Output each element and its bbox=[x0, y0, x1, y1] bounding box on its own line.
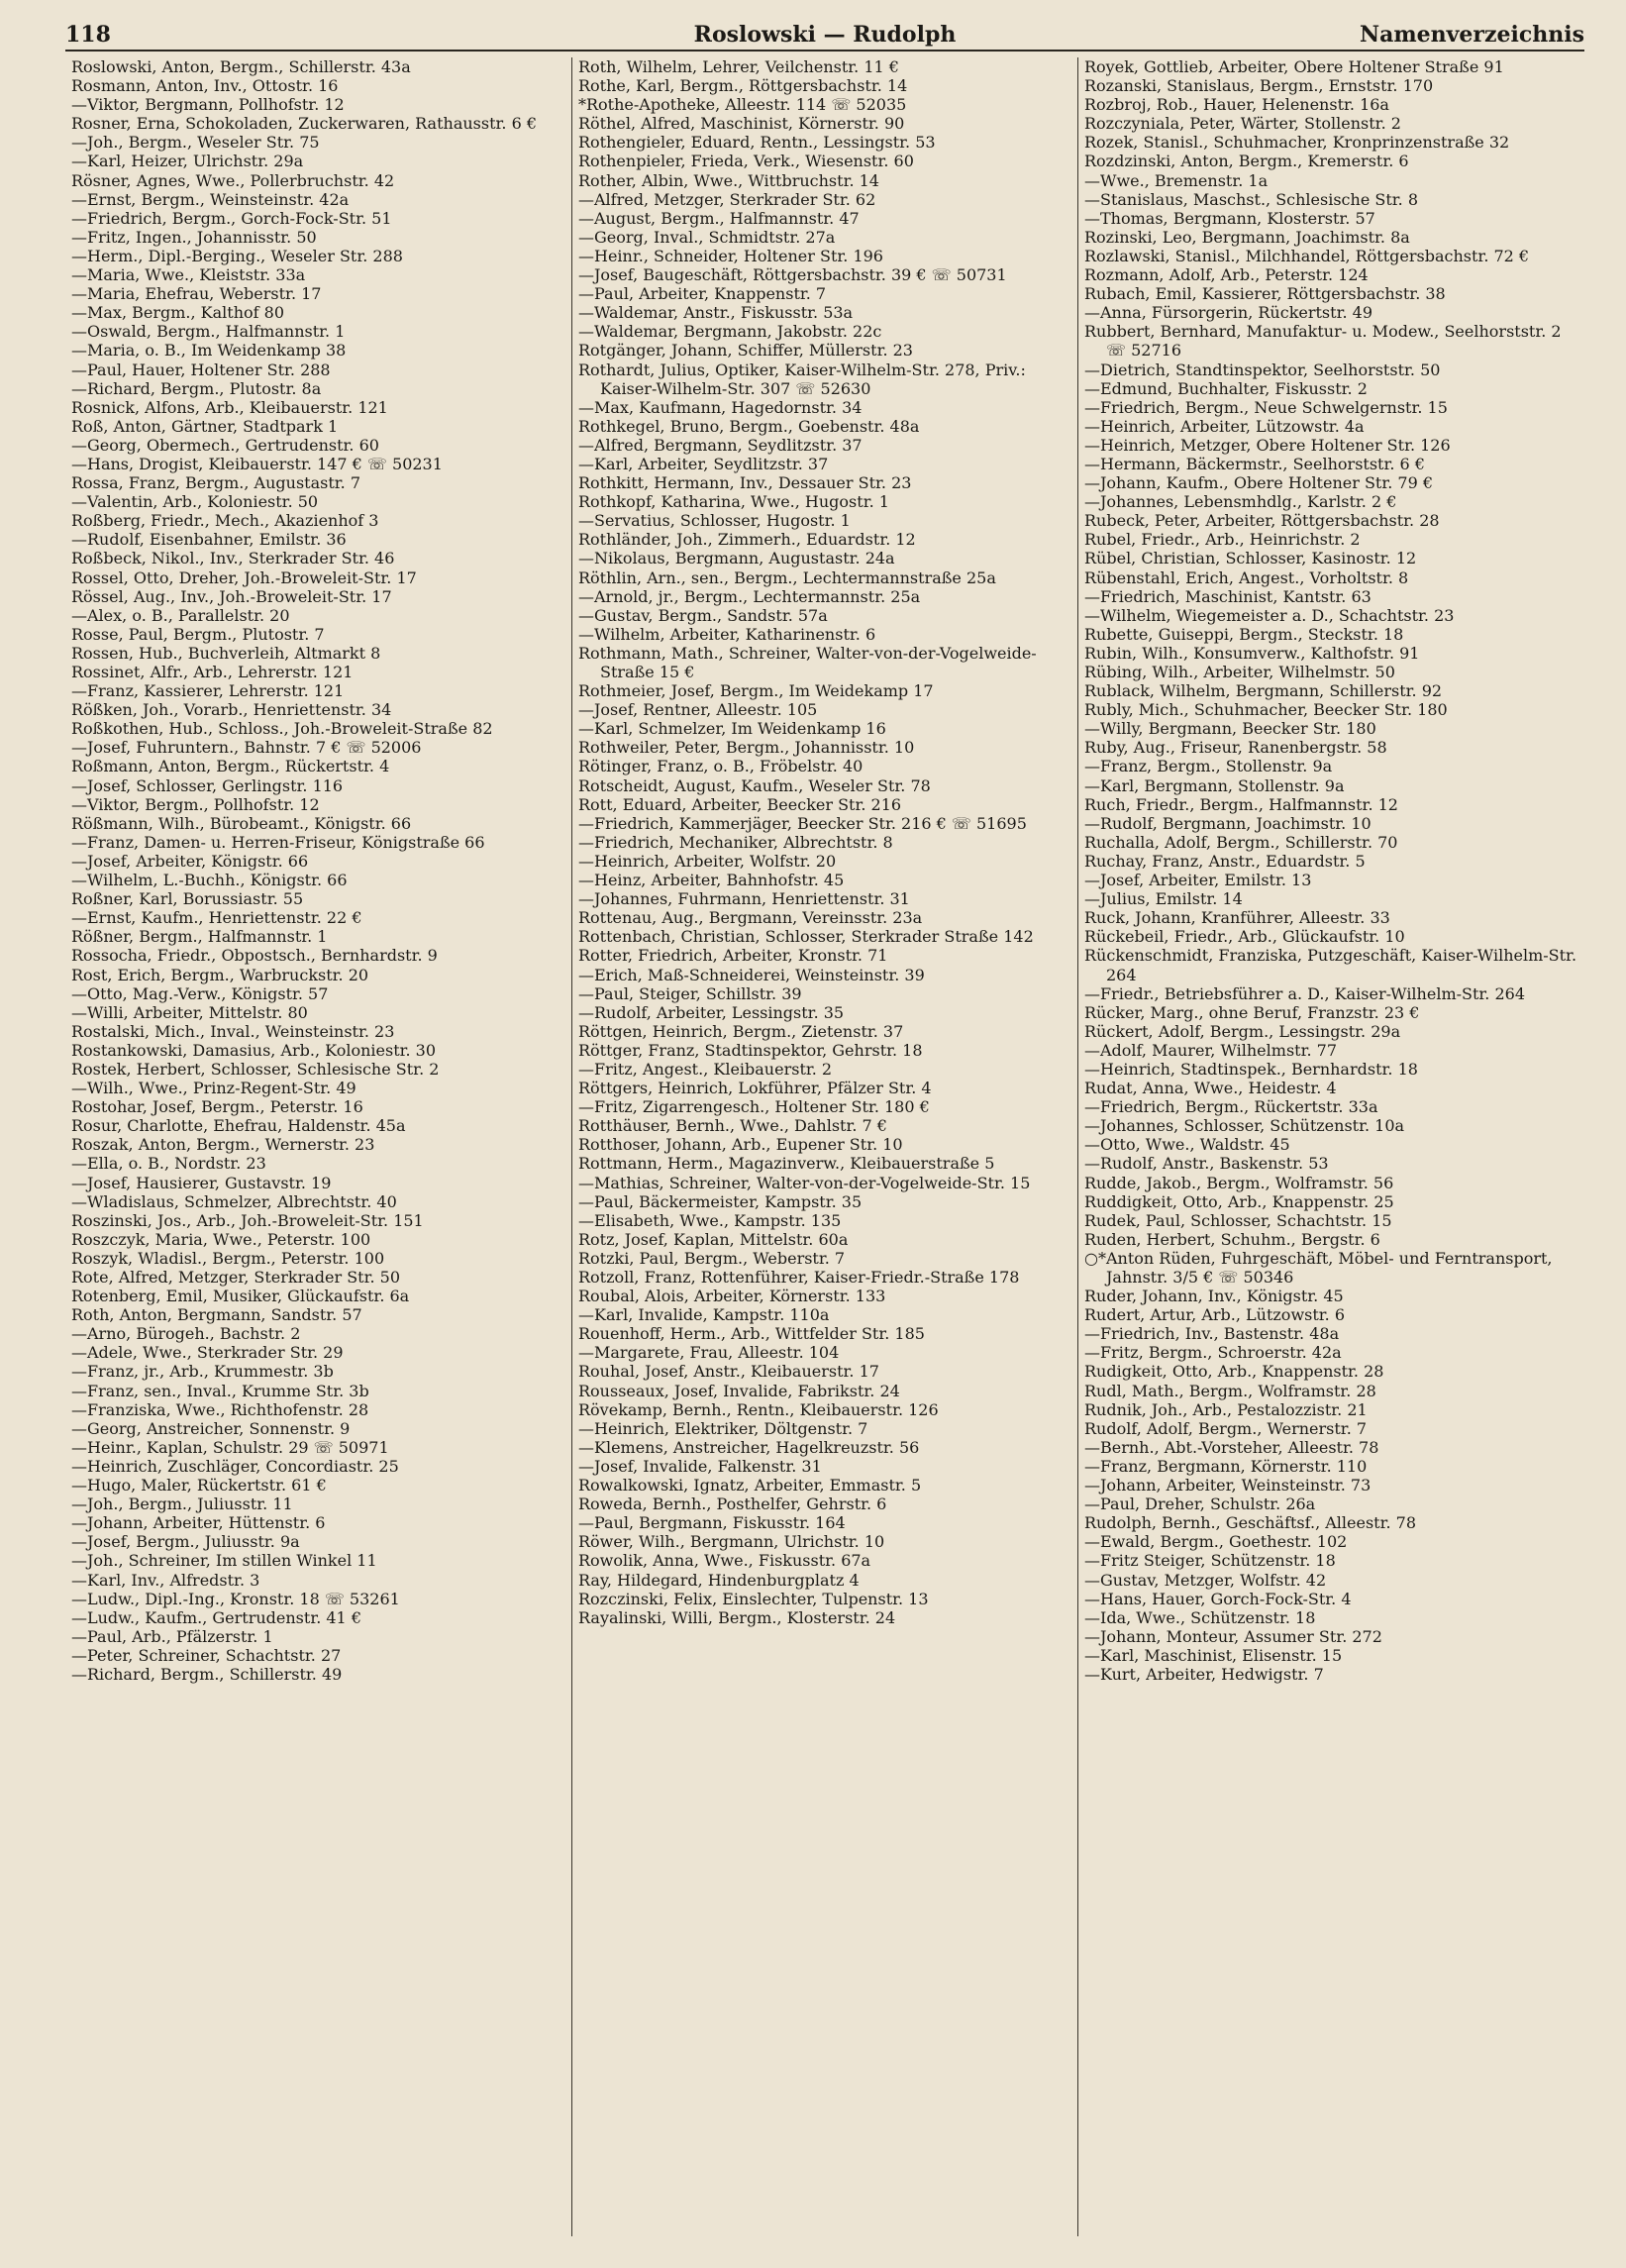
directory-entry: Rosnick, Alfons, Arb., Kleibauerstr. 121 bbox=[71, 397, 388, 417]
directory-entry: Rudolph, Bernh., Geschäftsf., Alleestr. 78 bbox=[1084, 1513, 1417, 1533]
directory-entry: —Johann, Arbeiter, Weinsteinstr. 73 bbox=[1084, 1476, 1372, 1495]
directory-entry: —Willi, Arbeiter, Mittelstr. 80 bbox=[71, 1002, 308, 1022]
directory-entry: Roß, Anton, Gärtner, Stadtpark 1 bbox=[71, 416, 339, 436]
directory-entry: —Gustav, Bergm., Sandstr. 57a bbox=[578, 605, 828, 625]
directory-entry: —Otto, Mag.-Verw., Königstr. 57 bbox=[71, 983, 329, 1003]
directory-entry: —Max, Bergm., Kalthof 80 bbox=[71, 303, 285, 323]
directory-entry: —Johann, Monteur, Assumer Str. 272 bbox=[1084, 1626, 1382, 1646]
directory-entry: Rothkitt, Hermann, Inv., Dessauer Str. 23 bbox=[578, 473, 912, 493]
directory-entry: —Hans, Hauer, Gorch-Fock-Str. 4 bbox=[1084, 1589, 1352, 1608]
directory-entry: Rubette, Guiseppi, Bergm., Steckstr. 18 bbox=[1084, 624, 1404, 644]
directory-entry: —Johannes, Fuhrmann, Henriettenstr. 31 bbox=[578, 889, 910, 909]
directory-entry: Rozczyniala, Peter, Wärter, Stollenstr. 2 bbox=[1084, 114, 1401, 134]
directory-entry: Roßberg, Friedr., Mech., Akazienhof 3 bbox=[71, 511, 379, 531]
directory-entry: Rozinski, Leo, Bergmann, Joachimstr. 8a bbox=[1084, 227, 1410, 247]
directory-entry: Rostohar, Josef, Bergm., Peterstr. 16 bbox=[71, 1097, 363, 1117]
directory-entry: Rubel, Friedr., Arb., Heinrichstr. 2 bbox=[1084, 530, 1361, 550]
directory-entry: Rotthäuser, Bernh., Wwe., Dahlstr. 7 € bbox=[578, 1116, 887, 1136]
directory-entry: —Mathias, Schreiner, Walter-von-der-Vogelweide-Str. 15 bbox=[578, 1173, 1031, 1192]
directory-entry: Rößmann, Wilh., Bürobeamt., Königstr. 66 bbox=[71, 813, 412, 833]
directory-entry: —Hans, Drogist, Kleibauerstr. 147 € ☏ 50231 bbox=[71, 454, 443, 473]
directory-entry: Rudl, Math., Bergm., Wolframstr. 28 bbox=[1084, 1381, 1376, 1400]
directory-entry: Rotzki, Paul, Bergm., Weberstr. 7 bbox=[578, 1248, 846, 1268]
directory-entry: Rosse, Paul, Bergm., Plutostr. 7 bbox=[71, 624, 325, 644]
directory-entry: Rostankowski, Damasius, Arb., Koloniestr. 30 bbox=[71, 1040, 437, 1060]
directory-entry: —Karl, Inv., Alfredstr. 3 bbox=[71, 1570, 260, 1590]
directory-entry: —Julius, Emilstr. 14 bbox=[1084, 889, 1243, 909]
directory-entry: —Alex, o. B., Parallelstr. 20 bbox=[71, 605, 290, 625]
directory-entry: Roweda, Bernh., Posthelfer, Gehrstr. 6 bbox=[578, 1495, 887, 1514]
directory-entry: Rossocha, Friedr., Obpostsch., Bernhardstr. 9 bbox=[71, 946, 438, 966]
directory-entry: Rotzoll, Franz, Rottenführer, Kaiser-Friedr.-Straße 178 bbox=[578, 1268, 1020, 1287]
directory-entry: —Johannes, Lebensmhdlg., Karlstr. 2 € bbox=[1084, 492, 1397, 512]
directory-entry: ○*Anton Rüden, Fuhrgeschäft, Möbel- und Ferntransport, Jahnstr. 3/5 € ☏ 50346 bbox=[1084, 1248, 1553, 1287]
directory-entry: —Paul, Arb., Pfälzerstr. 1 bbox=[71, 1626, 273, 1646]
directory-entry: Roßmann, Anton, Bergm., Rückertstr. 4 bbox=[71, 757, 390, 776]
directory-entry: —Franz, sen., Inval., Krumme Str. 3b bbox=[71, 1381, 369, 1400]
directory-entry: —Josef, Baugeschäft, Röttgersbachstr. 39 € ☏ 50731 bbox=[578, 265, 1007, 285]
directory-entry: —Hermann, Bäckermstr., Seelhorststr. 6 € bbox=[1084, 454, 1425, 473]
directory-entry: Rostalski, Mich., Inval., Weinsteinstr. 23 bbox=[71, 1021, 395, 1041]
directory-entry: —Friedrich, Inv., Bastenstr. 48a bbox=[1084, 1324, 1340, 1344]
directory-entry: Rayalinski, Willi, Bergm., Klosterstr. 24 bbox=[578, 1607, 896, 1627]
directory-entry: Ruchay, Franz, Anstr., Eduardstr. 5 bbox=[1084, 851, 1366, 871]
directory-entry: Rozek, Stanisl., Schuhmacher, Kronprinzenstraße 32 bbox=[1084, 133, 1510, 153]
directory-entry: Rothweiler, Peter, Bergm., Johannisstr. 10 bbox=[578, 738, 915, 758]
directory-entry: Rückert, Adolf, Bergm., Lessingstr. 29a bbox=[1084, 1021, 1401, 1041]
directory-entry: Royek, Gottlieb, Arbeiter, Obere Holtener Straße 91 bbox=[1084, 57, 1504, 76]
directory-entry: —Nikolaus, Bergmann, Augustastr. 24a bbox=[578, 549, 895, 568]
directory-entry: —Erich, Maß-Schneiderei, Weinsteinstr. 39 bbox=[578, 965, 925, 984]
directory-entry: Rudert, Artur, Arb., Lützowstr. 6 bbox=[1084, 1305, 1346, 1325]
directory-entry: Ruck, Johann, Kranführer, Alleestr. 33 bbox=[1084, 908, 1390, 928]
directory-entry: —Fritz, Zigarrengesch., Holtener Str. 180 € bbox=[578, 1097, 930, 1117]
directory-entry: —Josef, Hausierer, Gustavstr. 19 bbox=[71, 1173, 332, 1192]
directory-entry: Rott, Eduard, Arbeiter, Beecker Str. 216 bbox=[578, 794, 902, 814]
directory-entry: Roth, Anton, Bergmann, Sandstr. 57 bbox=[71, 1305, 362, 1325]
directory-entry: —Rudolf, Arbeiter, Lessingstr. 35 bbox=[578, 1002, 845, 1022]
directory-entry: Rosur, Charlotte, Ehefrau, Haldenstr. 45a bbox=[71, 1116, 406, 1136]
directory-entry: Rotthoser, Johann, Arb., Eupener Str. 10 bbox=[578, 1135, 903, 1155]
directory-entry: Rudigkeit, Otto, Arb., Knappenstr. 28 bbox=[1084, 1362, 1384, 1382]
directory-entry: Rottenbach, Christian, Schlosser, Sterkrader Straße 142 bbox=[578, 927, 1034, 947]
directory-entry: —Franz, Kassierer, Lehrerstr. 121 bbox=[71, 681, 345, 701]
directory-entry: Rothkopf, Katharina, Wwe., Hugostr. 1 bbox=[578, 492, 889, 512]
directory-entry: Rössel, Aug., Inv., Joh.-Broweleit-Str. 17 bbox=[71, 586, 392, 606]
directory-entry: —Karl, Schmelzer, Im Weidenkamp 16 bbox=[578, 719, 886, 739]
directory-entry: —Paul, Bergmann, Fiskusstr. 164 bbox=[578, 1513, 846, 1533]
directory-entry: Rücker, Marg., ohne Beruf, Franzstr. 23 € bbox=[1084, 1002, 1420, 1022]
directory-entry: Ruch, Friedr., Bergm., Halfmannstr. 12 bbox=[1084, 794, 1398, 814]
directory-entry: Rothkegel, Bruno, Bergm., Goebenstr. 48a bbox=[578, 416, 920, 436]
directory-entry: Rückenschmidt, Franziska, Putzgeschäft, Kaiser-Wilhelm-Str. 264 bbox=[1084, 946, 1577, 984]
directory-entry: Rubbert, Bernhard, Manufaktur- u. Modew., Seelhorststr. 2 ☏ 52716 bbox=[1084, 322, 1562, 361]
directory-entry: Rubach, Emil, Kassierer, Röttgersbachstr. 38 bbox=[1084, 284, 1446, 304]
directory-entry: Rotgänger, Johann, Schiffer, Müllerstr. 23 bbox=[578, 341, 913, 361]
directory-entry: —Heinrich, Arbeiter, Wolfstr. 20 bbox=[578, 851, 837, 871]
directory-entry: —Edmund, Buchhalter, Fiskusstr. 2 bbox=[1084, 378, 1368, 398]
directory-entry: Ruder, Johann, Inv., Königstr. 45 bbox=[1084, 1287, 1344, 1306]
directory-entry: —Karl, Arbeiter, Seydlitzstr. 37 bbox=[578, 454, 829, 473]
directory-entry: —Josef, Arbeiter, Königstr. 66 bbox=[71, 851, 309, 871]
directory-entry: —Georg, Anstreicher, Sonnenstr. 9 bbox=[71, 1418, 351, 1438]
directory-entry: —Paul, Arbeiter, Knappenstr. 7 bbox=[578, 284, 827, 304]
directory-entry: Röthlin, Arn., sen., Bergm., Lechtermannstraße 25a bbox=[578, 567, 996, 587]
directory-entry: —Johann, Arbeiter, Hüttenstr. 6 bbox=[71, 1513, 326, 1533]
directory-entry: —Arno, Bürogeh., Bachstr. 2 bbox=[71, 1324, 301, 1344]
directory-entry: Röttgers, Heinrich, Lokführer, Pfälzer Str. 4 bbox=[578, 1079, 932, 1098]
directory-entry: —Friedr., Betriebsführer a. D., Kaiser-Wilhelm-Str. 264 bbox=[1084, 983, 1526, 1003]
directory-entry: —Herm., Dipl.-Berging., Weseler Str. 288 bbox=[71, 246, 403, 265]
directory-entry: —Otto, Wwe., Waldstr. 45 bbox=[1084, 1135, 1290, 1155]
directory-entry: Rudde, Jakob., Bergm., Wolframstr. 56 bbox=[1084, 1173, 1394, 1192]
directory-entry: —Franz, Bergm., Stollenstr. 9a bbox=[1084, 757, 1333, 776]
directory-entry: —Paul, Bäckermeister, Kampstr. 35 bbox=[578, 1191, 863, 1211]
directory-entry: —Josef, Invalide, Falkenstr. 31 bbox=[578, 1456, 822, 1476]
directory-entry: Rubin, Wilh., Konsumverw., Kalthofstr. 91 bbox=[1084, 643, 1420, 663]
directory-entry: Rostek, Herbert, Schlosser, Schlesische Str. 2 bbox=[71, 1059, 440, 1079]
directory-entry: Ruby, Aug., Friseur, Ranenbergstr. 58 bbox=[1084, 738, 1387, 758]
directory-entry: —August, Bergm., Halfmannstr. 47 bbox=[578, 208, 860, 228]
directory-entry: —Peter, Schreiner, Schachtstr. 27 bbox=[71, 1645, 342, 1665]
directory-entry: —Dietrich, Standtinspektor, Seelhorststr. 50 bbox=[1084, 360, 1441, 379]
directory-entry: —Alfred, Bergmann, Seydlitzstr. 37 bbox=[578, 435, 863, 455]
directory-entry: —Rudolf, Bergmann, Joachimstr. 10 bbox=[1084, 813, 1372, 833]
directory-entry: Rößner, Bergm., Halfmannstr. 1 bbox=[71, 927, 328, 947]
directory-entry: —Franz, Damen- u. Herren-Friseur, Königstraße 66 bbox=[71, 832, 485, 852]
directory-entry: —Franziska, Wwe., Richthofenstr. 28 bbox=[71, 1399, 369, 1419]
directory-entry: —Max, Kaufmann, Hagedornstr. 34 bbox=[578, 397, 863, 417]
directory-entry: —Thomas, Bergmann, Klosterstr. 57 bbox=[1084, 208, 1375, 228]
directory-entry: Rößken, Joh., Vorarb., Henriettenstr. 34 bbox=[71, 700, 392, 720]
directory-entry: Rotscheidt, August, Kaufm., Weseler Str. 78 bbox=[578, 775, 931, 795]
directory-entry: Roubal, Alois, Arbeiter, Körnerstr. 133 bbox=[578, 1287, 886, 1306]
directory-entry: —Heinz, Arbeiter, Bahnhofstr. 45 bbox=[578, 871, 845, 890]
directory-entry: Roszak, Anton, Bergm., Wernerstr. 23 bbox=[71, 1135, 375, 1155]
directory-entry: Rosner, Erna, Schokoladen, Zuckerwaren, Rathausstr. 6 € bbox=[71, 114, 538, 134]
section-title: Namenverzeichnis bbox=[1360, 22, 1584, 48]
directory-entry: —Josef, Schlosser, Gerlingstr. 116 bbox=[71, 775, 344, 795]
column-right bbox=[1077, 57, 1583, 2236]
directory-entry: Rozbroj, Rob., Hauer, Helenenstr. 16a bbox=[1084, 95, 1389, 115]
directory-entry: Ray, Hildegard, Hindenburgplatz 4 bbox=[578, 1570, 860, 1590]
directory-entry: —Fritz, Angest., Kleibauerstr. 2 bbox=[578, 1059, 833, 1079]
directory-entry: Roßner, Karl, Borussiastr. 55 bbox=[71, 889, 304, 909]
directory-entry: Rövekamp, Bernh., Rentn., Kleibauerstr. 126 bbox=[578, 1399, 939, 1419]
directory-entry: Rothe, Karl, Bergm., Röttgersbachstr. 14 bbox=[578, 76, 908, 96]
directory-entry: —Ida, Wwe., Schützenstr. 18 bbox=[1084, 1607, 1316, 1627]
directory-entry: —Maria, Wwe., Kleiststr. 33a bbox=[71, 265, 306, 285]
directory-entry: —Joh., Bergm., Weseler Str. 75 bbox=[71, 133, 320, 153]
directory-entry: Rötinger, Franz, o. B., Fröbelstr. 40 bbox=[578, 757, 864, 776]
directory-entry: —Ernst, Kaufm., Henriettenstr. 22 € bbox=[71, 908, 362, 928]
directory-entry: —Joh., Schreiner, Im stillen Winkel 11 bbox=[71, 1551, 377, 1571]
directory-entry: —Anna, Fürsorgerin, Rückertstr. 49 bbox=[1084, 303, 1372, 323]
directory-entry: *Rothe-Apotheke, Alleestr. 114 ☏ 52035 bbox=[578, 95, 907, 115]
directory-entry: —Josef, Bergm., Juliusstr. 9a bbox=[71, 1532, 300, 1552]
directory-entry: Rübel, Christian, Schlosser, Kasinostr. 12 bbox=[1084, 549, 1417, 568]
directory-entry: Rossel, Otto, Dreher, Joh.-Broweleit-Str. 17 bbox=[71, 567, 417, 587]
directory-entry: —Rudolf, Anstr., Baskenstr. 53 bbox=[1084, 1154, 1329, 1174]
directory-entry: Rübenstahl, Erich, Angest., Vorholtstr. 8 bbox=[1084, 567, 1409, 587]
directory-entry: —Viktor, Bergmann, Pollhofstr. 12 bbox=[71, 95, 345, 115]
directory-entry: —Wilh., Wwe., Prinz-Regent-Str. 49 bbox=[71, 1079, 356, 1098]
directory-entry: Rubly, Mich., Schuhmacher, Beecker Str. 180 bbox=[1084, 700, 1448, 720]
directory-entry: —Bernh., Abt.-Vorsteher, Alleestr. 78 bbox=[1084, 1437, 1379, 1457]
directory-entry: —Willy, Bergmann, Beecker Str. 180 bbox=[1084, 719, 1376, 739]
directory-entry: —Kurt, Arbeiter, Hedwigstr. 7 bbox=[1084, 1664, 1324, 1684]
directory-entry: —Klemens, Anstreicher, Hagelkreuzstr. 56 bbox=[578, 1437, 920, 1457]
directory-entry: —Richard, Bergm., Plutostr. 8a bbox=[71, 378, 322, 398]
directory-entry: —Wwe., Bremenstr. 1a bbox=[1084, 170, 1269, 190]
directory-entry: —Valentin, Arb., Koloniestr. 50 bbox=[71, 492, 319, 512]
directory-entry: Rothmeier, Josef, Bergm., Im Weidekamp 17 bbox=[578, 681, 934, 701]
directory-entry: —Paul, Steiger, Schillstr. 39 bbox=[578, 983, 802, 1003]
directory-entry: Rowalkowski, Ignatz, Arbeiter, Emmastr. 5 bbox=[578, 1476, 922, 1495]
directory-entry: —Oswald, Bergm., Halfmannstr. 1 bbox=[71, 322, 346, 342]
directory-entry: —Wilhelm, L.-Buchh., Königstr. 66 bbox=[71, 871, 348, 890]
directory-entry: —Georg, Inval., Schmidtstr. 27a bbox=[578, 227, 836, 247]
page-title: Roslowski — Rudolph bbox=[693, 22, 957, 48]
directory-entry: —Heinr., Schneider, Holtener Str. 196 bbox=[578, 246, 883, 265]
directory-entry: —Elisabeth, Wwe., Kampstr. 135 bbox=[578, 1210, 842, 1230]
directory-entry: Rossa, Franz, Bergm., Augustastr. 7 bbox=[71, 473, 361, 493]
directory-entry: —Stanislaus, Maschst., Schlesische Str. 8 bbox=[1084, 189, 1419, 209]
directory-entry: —Franz, Bergmann, Körnerstr. 110 bbox=[1084, 1456, 1368, 1476]
directory-entry: Ruden, Herbert, Schuhm., Bergstr. 6 bbox=[1084, 1229, 1380, 1249]
directory-entry: Rothmann, Math., Schreiner, Walter-von-der-Vogelweide-Straße 15 € bbox=[578, 643, 1037, 681]
directory-entry: Röttgen, Heinrich, Bergm., Zietenstr. 37 bbox=[578, 1021, 904, 1041]
directory-entry: Rother, Albin, Wwe., Wittbruchstr. 14 bbox=[578, 170, 879, 190]
directory-entry: Rost, Erich, Bergm., Warbruckstr. 20 bbox=[71, 965, 369, 984]
directory-entry: —Richard, Bergm., Schillerstr. 49 bbox=[71, 1664, 343, 1684]
directory-entry: —Josef, Fuhruntern., Bahnstr. 7 € ☏ 52006 bbox=[71, 738, 422, 758]
directory-entry: —Heinrich, Metzger, Obere Holtener Str. 126 bbox=[1084, 435, 1451, 455]
directory-entry: Rothländer, Joh., Zimmerh., Eduardstr. 12 bbox=[578, 530, 916, 550]
directory-entry: —Friedrich, Bergm., Gorch-Fock-Str. 51 bbox=[71, 208, 392, 228]
directory-entry: —Fritz, Bergm., Schroerstr. 42a bbox=[1084, 1343, 1342, 1363]
directory-entry: —Friedrich, Bergm., Rückertstr. 33a bbox=[1084, 1097, 1378, 1117]
directory-entry: —Hugo, Maler, Rückertstr. 61 € bbox=[71, 1476, 327, 1495]
directory-entry: —Joh., Bergm., Juliusstr. 11 bbox=[71, 1495, 293, 1514]
directory-entry: Rossinet, Alfr., Arb., Lehrerstr. 121 bbox=[71, 663, 354, 681]
directory-entry: —Maria, o. B., Im Weidenkamp 38 bbox=[71, 341, 347, 361]
directory-entry: —Josef, Rentner, Alleestr. 105 bbox=[578, 700, 818, 720]
directory-entry: —Heinrich, Arbeiter, Lützowstr. 4a bbox=[1084, 416, 1365, 436]
directory-entry: Rudolf, Adolf, Bergm., Wernerstr. 7 bbox=[1084, 1418, 1368, 1438]
directory-entry: Rotter, Friedrich, Arbeiter, Kronstr. 71 bbox=[578, 946, 888, 966]
directory-entry: Rudek, Paul, Schlosser, Schachtstr. 15 bbox=[1084, 1210, 1392, 1230]
directory-entry: Ruddigkeit, Otto, Arb., Knappenstr. 25 bbox=[1084, 1191, 1394, 1211]
directory-entry: Roszinski, Jos., Arb., Joh.-Broweleit-Str. 151 bbox=[71, 1210, 424, 1230]
directory-entry: —Ewald, Bergm., Goethestr. 102 bbox=[1084, 1532, 1348, 1552]
directory-entry: Rote, Alfred, Metzger, Sterkrader Str. 50 bbox=[71, 1268, 401, 1287]
directory-entry: Rozlawski, Stanisl., Milchhandel, Röttgersbachstr. 72 € bbox=[1084, 246, 1530, 265]
directory-entry: —Georg, Obermech., Gertrudenstr. 60 bbox=[71, 435, 379, 455]
directory-entry: Rothengieler, Eduard, Rentn., Lessingstr. 53 bbox=[578, 133, 936, 153]
directory-entry: Rothenpieler, Frieda, Verk., Wiesenstr. 60 bbox=[578, 152, 914, 171]
directory-entry: Rouhal, Josef, Anstr., Kleibauerstr. 17 bbox=[578, 1362, 879, 1382]
directory-entry: Rowolik, Anna, Wwe., Fiskusstr. 67a bbox=[578, 1551, 871, 1571]
column-middle bbox=[571, 57, 1077, 2236]
directory-entry: —Ella, o. B., Nordstr. 23 bbox=[71, 1154, 266, 1174]
directory-entry: —Servatius, Schlosser, Hugostr. 1 bbox=[578, 511, 851, 531]
directory-entry: —Josef, Arbeiter, Emilstr. 13 bbox=[1084, 871, 1312, 890]
directory-entry: —Karl, Heizer, Ulrichstr. 29a bbox=[71, 152, 304, 171]
directory-entry: Rouenhoff, Herm., Arb., Wittfelder Str. 185 bbox=[578, 1324, 925, 1344]
directory-entry: Roth, Wilhelm, Lehrer, Veilchenstr. 11 € bbox=[578, 57, 899, 76]
directory-entry: —Wilhelm, Wiegemeister a. D., Schachtstr. 23 bbox=[1084, 605, 1455, 625]
directory-entry: —Margarete, Frau, Alleestr. 104 bbox=[578, 1343, 840, 1363]
directory-entry: Rotz, Josef, Kaplan, Mittelstr. 60a bbox=[578, 1229, 849, 1249]
directory-entry: —Wladislaus, Schmelzer, Albrechtstr. 40 bbox=[71, 1191, 397, 1211]
directory-entry: Rückebeil, Friedr., Arb., Glückaufstr. 10 bbox=[1084, 927, 1405, 947]
directory-entry: Roszczyk, Maria, Wwe., Peterstr. 100 bbox=[71, 1229, 371, 1249]
directory-entry: —Adele, Wwe., Sterkrader Str. 29 bbox=[71, 1343, 344, 1363]
directory-entry: Rossen, Hub., Buchverleih, Altmarkt 8 bbox=[71, 643, 381, 663]
directory-entry: —Karl, Invalide, Kampstr. 110a bbox=[578, 1305, 830, 1325]
directory-entry: —Arnold, jr., Bergm., Lechtermannstr. 25a bbox=[578, 586, 921, 606]
directory-entry: —Adolf, Maurer, Wilhelmstr. 77 bbox=[1084, 1040, 1337, 1060]
directory-entry: Röthel, Alfred, Maschinist, Körnerstr. 90 bbox=[578, 114, 905, 134]
directory-entry: Ruchalla, Adolf, Bergm., Schillerstr. 70 bbox=[1084, 832, 1398, 852]
directory-entry: Rublack, Wilhelm, Bergmann, Schillerstr. 92 bbox=[1084, 681, 1443, 701]
directory-entry: —Karl, Bergmann, Stollenstr. 9a bbox=[1084, 775, 1345, 795]
directory-entry: —Fritz Steiger, Schützenstr. 18 bbox=[1084, 1551, 1336, 1571]
directory-entry: —Heinrich, Stadtinspek., Bernhardstr. 18 bbox=[1084, 1059, 1418, 1079]
directory-entry: —Karl, Maschinist, Elisenstr. 15 bbox=[1084, 1645, 1343, 1665]
directory-entry: Rudat, Anna, Wwe., Heidestr. 4 bbox=[1084, 1079, 1337, 1098]
directory-entry: Rudnik, Joh., Arb., Pestalozzistr. 21 bbox=[1084, 1399, 1368, 1419]
directory-entry: Rosmann, Anton, Inv., Ottostr. 16 bbox=[71, 76, 339, 96]
directory-entry: —Ludw., Dipl.-Ing., Kronstr. 18 ☏ 53261 bbox=[71, 1589, 400, 1608]
column-left bbox=[65, 57, 571, 2236]
directory-entry: —Paul, Dreher, Schulstr. 26a bbox=[1084, 1495, 1316, 1514]
page-number: 118 bbox=[65, 22, 111, 48]
directory-entry: Röwer, Wilh., Bergmann, Ulrichstr. 10 bbox=[578, 1532, 885, 1552]
directory-entry: Roßbeck, Nikol., Inv., Sterkrader Str. 46 bbox=[71, 549, 395, 568]
directory-entry: Rübing, Wilh., Arbeiter, Wilhelmstr. 50 bbox=[1084, 663, 1395, 681]
directory-entry: Rothardt, Julius, Optiker, Kaiser-Wilhelm-Str. 278, Priv.: Kaiser-Wilhelm-Str. 307 ☏ 52630 bbox=[578, 360, 1026, 398]
directory-entry: —Viktor, Bergm., Pollhofstr. 12 bbox=[71, 794, 320, 814]
directory-entry: —Waldemar, Anstr., Fiskusstr. 53a bbox=[578, 303, 854, 323]
directory-entry: —Gustav, Metzger, Wolfstr. 42 bbox=[1084, 1570, 1327, 1590]
directory-entry: Rottenau, Aug., Bergmann, Vereinsstr. 23a bbox=[578, 908, 923, 928]
directory-entry: —Johannes, Schlosser, Schützenstr. 10a bbox=[1084, 1116, 1405, 1136]
directory-entry: Rousseaux, Josef, Invalide, Fabrikstr. 24 bbox=[578, 1381, 900, 1400]
directory-entry: —Friedrich, Maschinist, Kantstr. 63 bbox=[1084, 586, 1372, 606]
directory-entry: —Paul, Hauer, Holtener Str. 288 bbox=[71, 360, 331, 379]
directory-entry: —Ludw., Kaufm., Gertrudenstr. 41 € bbox=[71, 1607, 361, 1627]
directory-entry: —Fritz, Ingen., Johannisstr. 50 bbox=[71, 227, 317, 247]
directory-entry: Röttger, Franz, Stadtinspektor, Gehrstr. 18 bbox=[578, 1040, 923, 1060]
directory-entry: —Heinrich, Zuschläger, Concordiastr. 25 bbox=[71, 1456, 399, 1476]
directory-entry: Rottmann, Herm., Magazinverw., Kleibauerstraße 5 bbox=[578, 1154, 995, 1174]
directory-entry: Roslowski, Anton, Bergm., Schillerstr. 43a bbox=[71, 57, 411, 76]
directory-entry: —Rudolf, Eisenbahner, Emilstr. 36 bbox=[71, 530, 347, 550]
directory-entry: —Johann, Kaufm., Obere Holtener Str. 79 € bbox=[1084, 473, 1434, 493]
directory-entry: Rubeck, Peter, Arbeiter, Röttgersbachstr. 28 bbox=[1084, 511, 1440, 531]
directory-entry: Rozmann, Adolf, Arb., Peterstr. 124 bbox=[1084, 265, 1369, 285]
directory-entry: Roßkothen, Hub., Schloss., Joh.-Broweleit-Straße 82 bbox=[71, 719, 493, 739]
entry-columns bbox=[65, 57, 1584, 2236]
directory-entry: —Heinrich, Elektriker, Döltgenstr. 7 bbox=[578, 1418, 868, 1438]
directory-entry: Rotenberg, Emil, Musiker, Glückaufstr. 6a bbox=[71, 1287, 410, 1306]
directory-entry: —Wilhelm, Arbeiter, Katharinenstr. 6 bbox=[578, 624, 876, 644]
directory-entry: —Friedrich, Kammerjäger, Beecker Str. 216 € ☏ 51695 bbox=[578, 813, 1027, 833]
directory-entry: Rozczinski, Felix, Einslechter, Tulpenstr. 13 bbox=[578, 1589, 929, 1608]
directory-entry: —Ernst, Bergm., Weinsteinstr. 42a bbox=[71, 189, 350, 209]
directory-entry: —Heinr., Kaplan, Schulstr. 29 ☏ 50971 bbox=[71, 1437, 389, 1457]
page-header bbox=[65, 20, 1584, 52]
directory-entry: —Friedrich, Bergm., Neue Schwelgernstr. 15 bbox=[1084, 397, 1448, 417]
directory-entry: —Waldemar, Bergmann, Jakobstr. 22c bbox=[578, 322, 882, 342]
directory-entry: —Franz, jr., Arb., Krummestr. 3b bbox=[71, 1362, 334, 1382]
directory-entry: —Friedrich, Mechaniker, Albrechtstr. 8 bbox=[578, 832, 893, 852]
directory-entry: Rozanski, Stanislaus, Bergm., Ernststr. 170 bbox=[1084, 76, 1434, 96]
directory-entry: —Alfred, Metzger, Sterkrader Str. 62 bbox=[578, 189, 876, 209]
directory-entry: Roszyk, Wladisl., Bergm., Peterstr. 100 bbox=[71, 1248, 385, 1268]
directory-entry: Rösner, Agnes, Wwe., Pollerbruchstr. 42 bbox=[71, 170, 395, 190]
directory-entry: Rozdzinski, Anton, Bergm., Kremerstr. 6 bbox=[1084, 152, 1409, 171]
directory-entry: —Maria, Ehefrau, Weberstr. 17 bbox=[71, 284, 322, 304]
